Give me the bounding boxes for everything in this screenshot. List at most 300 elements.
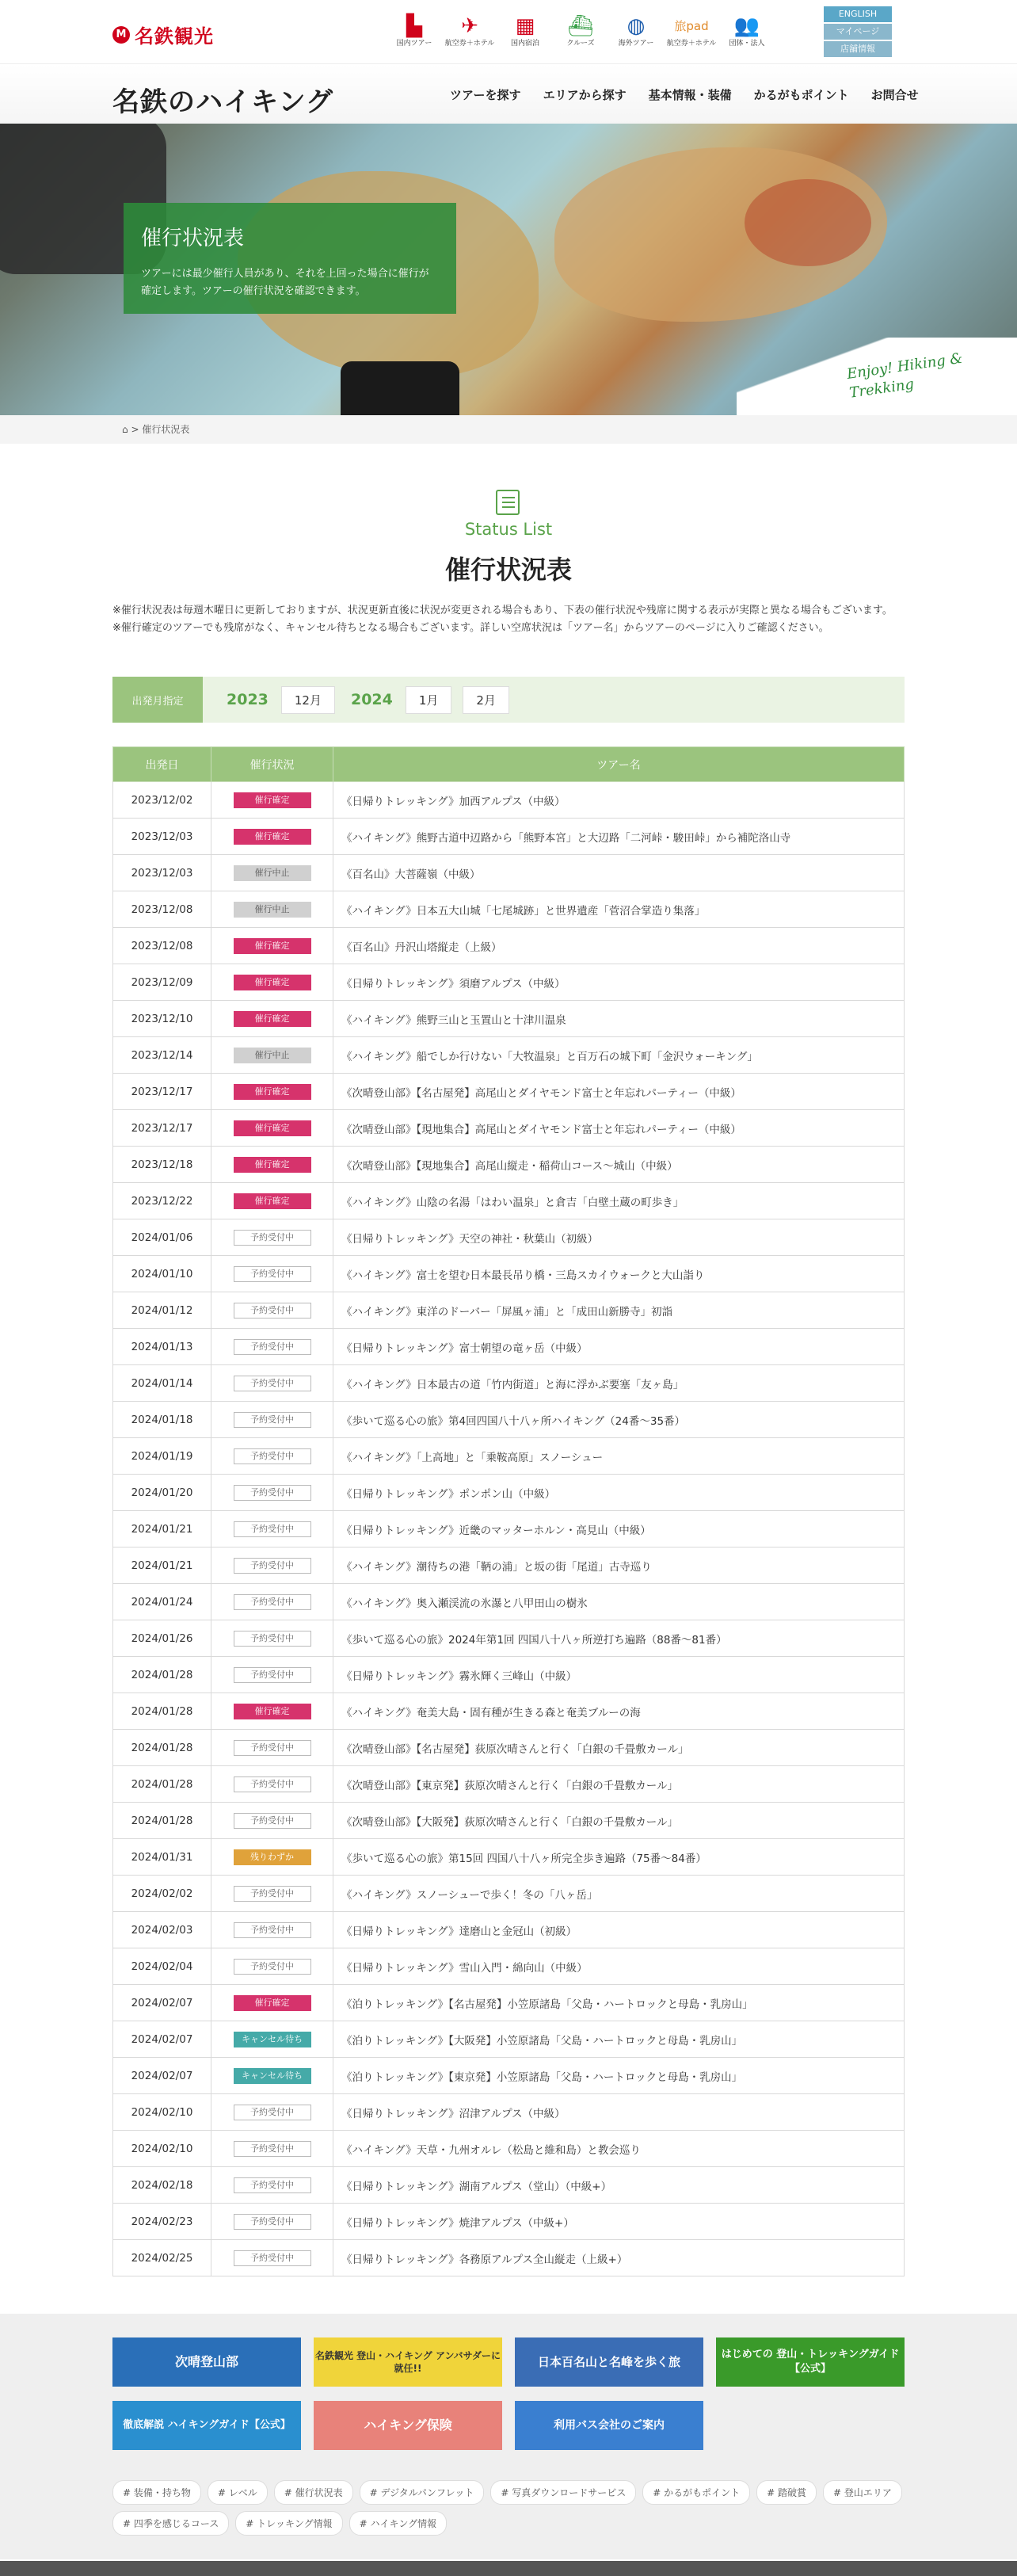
table-row [113, 1803, 905, 1839]
breadcrumb-current: 催行状況表 [142, 424, 190, 435]
tag-link[interactable]: # 登山エリア [823, 2480, 902, 2505]
banner-insurance[interactable]: ハイキング保険 [314, 2401, 502, 2450]
table-row [113, 1948, 905, 1985]
table-row [113, 1219, 905, 1256]
row-tour-name [333, 2094, 905, 2131]
tour-link[interactable]: 《歩いて巡る心の旅》2024年第1回 四国八十八ヶ所逆打ち遍路（88番〜81番） [341, 1633, 727, 1647]
row-tour-name [333, 2204, 905, 2240]
status-badge: 予約受付中 [234, 1376, 311, 1391]
row-date: 2024/02/18 [113, 2167, 211, 2204]
row-date: 2024/01/12 [113, 1292, 211, 1329]
row-date: 2024/01/21 [113, 1511, 211, 1548]
row-date: 2024/01/13 [113, 1329, 211, 1365]
tour-link[interactable]: 《次晴登山部》【名古屋発】高尾山とダイヤモンド富士と年忘れパーティー（中級） [341, 1086, 741, 1100]
status-table [112, 746, 905, 2276]
banner-hiking-guide[interactable]: 徹底解説 ハイキングガイド【公式】 [112, 2401, 301, 2450]
row-date: 2024/02/25 [113, 2240, 211, 2276]
row-date: 2024/01/19 [113, 1438, 211, 1475]
row-date: 2023/12/03 [113, 855, 211, 891]
row-status [211, 2094, 333, 2131]
table-row [113, 1329, 905, 1365]
phone-image [341, 361, 459, 415]
status-badge: 予約受付中 [234, 1339, 311, 1355]
status-badge: 予約受付中 [234, 1631, 311, 1647]
row-status [211, 1766, 333, 1803]
tour-link[interactable]: 《日帰りトレッキング》ポンポン山（中級） [341, 1487, 556, 1501]
tour-link[interactable]: 《次晴登山部》【東京発】荻原次晴さんと行く「白銀の千畳敷カール」 [341, 1779, 678, 1792]
row-date: 2024/02/02 [113, 1876, 211, 1912]
hero-text: ツアーには最少催行人員があり、それを上回った場合に催行が確定します。ツアーの催行状況を確認できます。 [141, 268, 429, 297]
tour-link[interactable]: 《次晴登山部》【名古屋発】荻原次晴さんと行く「白銀の千畳敷カール」 [341, 1742, 689, 1756]
row-status [211, 964, 333, 1001]
row-date: 2024/02/07 [113, 2058, 211, 2094]
tour-link[interactable]: 《泊りトレッキング》【大阪発】小笠原諸島「父島・ハートロックと母島・乳房山」 [341, 2034, 743, 2047]
status-badge: 予約受付中 [234, 2177, 311, 2193]
row-status [211, 2021, 333, 2058]
note-1: ※催行状況表は毎週木曜日に更新しておりますが、状況更新直後に状況が変更される場合もあり、下表の催行状況や残席に関する表示が実際と異なる場合もございます。 [112, 605, 893, 616]
tour-link[interactable]: 《日帰りトレッキング》達磨山と金冠山（初級） [341, 1925, 577, 1938]
service-group[interactable]: 👥 団体・法人 [719, 13, 775, 48]
status-badge: 予約受付中 [234, 1740, 311, 1756]
status-badge: 催行確定 [234, 1011, 311, 1027]
table-row [113, 1876, 905, 1912]
tour-link[interactable]: 《ハイキング》奥入瀬渓流の氷瀑と八甲田山の樹氷 [341, 1597, 588, 1610]
table-row [113, 1912, 905, 1948]
table-row [113, 1839, 905, 1876]
row-status [211, 1839, 333, 1876]
row-tour-name [333, 1912, 905, 1948]
banner-ambassador[interactable]: 名鉄観光 登山・ハイキング アンバサダーに就任!! [314, 2337, 502, 2387]
table-row [113, 1183, 905, 1219]
row-tour-name [333, 782, 905, 819]
table-row [113, 891, 905, 928]
tour-link[interactable]: 《日帰りトレッキング》富士朝望の竜ヶ岳（中級） [341, 1341, 588, 1355]
row-date: 2024/01/28 [113, 1693, 211, 1730]
tour-link[interactable]: 《日帰りトレッキング》須磨アルプス（中級） [341, 977, 566, 990]
status-badge: 催行中止 [234, 902, 311, 918]
group-icon: 👥 [733, 14, 760, 38]
tag-link[interactable]: # かるがもポイント [642, 2480, 750, 2505]
ship-icon: ⛴ [567, 14, 594, 38]
table-row [113, 1730, 905, 1766]
col-status: 催行状況 [211, 747, 333, 782]
tour-link[interactable]: 《ハイキング》スノーシューで歩く！冬の「八ヶ岳」 [341, 1888, 598, 1902]
section-title-en: Status List [464, 520, 553, 539]
table-body [113, 782, 905, 2276]
tour-link[interactable]: 《日帰りトレッキング》雪山入門・綿向山（中級） [341, 1961, 588, 1975]
table-row [113, 2131, 905, 2167]
row-status [211, 1620, 333, 1657]
row-tour-name [333, 1803, 905, 1839]
tag-link[interactable]: # 四季を感じるコース [112, 2511, 229, 2536]
notes [112, 602, 905, 637]
status-badge: 予約受付中 [234, 1959, 311, 1975]
row-tour-name [333, 1548, 905, 1584]
hiking-logo[interactable]: 名鉄のハイキング [112, 86, 333, 118]
tour-link[interactable]: 《ハイキング》熊野三山と玉置山と十津川温泉 [341, 1013, 566, 1027]
store-info-button[interactable]: 店舗情報 [824, 41, 892, 57]
row-tour-name [333, 2240, 905, 2276]
row-status [211, 1183, 333, 1219]
tour-link[interactable]: 《ハイキング》東洋のドーバー「屏風ヶ浦」と「成田山新勝寺」初詣 [341, 1305, 673, 1319]
status-badge: 予約受付中 [234, 1922, 311, 1938]
filter-label: 出発月指定 [112, 677, 203, 723]
tour-link[interactable]: 《ハイキング》富士を望む日本最長吊り橋・三島スカイウォークと大山詣り [341, 1269, 705, 1282]
section-title: 催行状況表 [444, 555, 572, 585]
nav-contact[interactable]: お問合せ [870, 88, 919, 102]
table-row [113, 1074, 905, 1110]
row-tour-name [333, 1219, 905, 1256]
row-date: 2024/02/23 [113, 2204, 211, 2240]
row-tour-name [333, 1693, 905, 1730]
row-tour-name [333, 1657, 905, 1693]
table-row [113, 1365, 905, 1402]
row-tour-name [333, 2058, 905, 2094]
row-status [211, 1365, 333, 1402]
row-status [211, 1292, 333, 1329]
tour-link[interactable]: 《泊りトレッキング》【名古屋発】小笠原諸島「父島・ハートロックと母島・乳房山」 [341, 1998, 753, 2011]
tour-link[interactable]: 《百名山》丹沢山塔縦走（上級） [341, 941, 502, 954]
row-date: 2024/01/18 [113, 1402, 211, 1438]
nav-search-area[interactable]: エリアから探す [543, 88, 627, 102]
table-row [113, 1402, 905, 1438]
filter-month-2024-01[interactable]: 1月 [406, 686, 452, 714]
table-header-row [113, 747, 905, 782]
row-date: 2024/01/26 [113, 1620, 211, 1657]
row-date: 2024/01/20 [113, 1475, 211, 1511]
status-badge: 予約受付中 [234, 2214, 311, 2230]
row-status [211, 1110, 333, 1147]
row-date: 2023/12/14 [113, 1037, 211, 1074]
row-date: 2023/12/08 [113, 891, 211, 928]
list-icon [496, 490, 520, 515]
tag-link[interactable]: # 装備・持ち物 [112, 2480, 201, 2505]
nav-karugamo-point[interactable]: かるがもポイント [753, 88, 849, 102]
hero-badge [737, 338, 1017, 415]
status-badge: 催行確定 [234, 1084, 311, 1100]
row-tour-name [333, 855, 905, 891]
row-tour-name [333, 1292, 905, 1329]
status-badge: 予約受付中 [234, 1813, 311, 1829]
tour-link[interactable]: 《日帰りトレッキング》加西アルプス（中級） [341, 795, 566, 808]
tag-link[interactable]: # レベル [208, 2480, 268, 2505]
row-status [211, 928, 333, 964]
tag-link[interactable]: # 催行状況表 [274, 2480, 353, 2505]
row-date: 2024/01/28 [113, 1730, 211, 1766]
row-tour-name [333, 819, 905, 855]
table-row [113, 964, 905, 1001]
status-badge: 催行確定 [234, 1157, 311, 1173]
main-nav [0, 63, 1017, 124]
tour-link[interactable]: 《ハイキング》日本最古の道「竹内街道」と海に浮かぶ要塞「友ヶ島」 [341, 1378, 684, 1391]
note-2: ※催行確定のツアーでも残席がなく、キャンセル待ちとなる場合もございます。詳しい空席状況は「ツアー名」からツアーのページに入りご確認ください。 [112, 622, 829, 634]
row-tour-name [333, 1730, 905, 1766]
row-status [211, 1329, 333, 1365]
breadcrumb: ⌂ > 催行状況表 [0, 415, 1017, 444]
table-row [113, 1985, 905, 2021]
tour-link[interactable]: 《ハイキング》天草・九州オルレ（松島と維和島）と教会巡り [341, 2143, 641, 2157]
row-status [211, 1037, 333, 1074]
hero-title-box [124, 203, 456, 314]
filter-year-2023: 2023 [227, 691, 269, 708]
banner-bus-company[interactable]: 利用バス会社のご案内 [515, 2401, 703, 2450]
row-status [211, 2131, 333, 2167]
status-badge: 催行確定 [234, 829, 311, 845]
row-tour-name [333, 1183, 905, 1219]
tag-list [112, 2480, 905, 2536]
tag-link[interactable]: # 踏破賞 [756, 2480, 817, 2505]
banner-hyakumeizan[interactable]: 日本百名山と名峰を歩く旅 [515, 2337, 703, 2387]
row-status [211, 1912, 333, 1948]
tour-link[interactable]: 《ハイキング》山陰の名湯「はわい温泉」と倉吉「白壁土蔵の町歩き」 [341, 1196, 684, 1209]
row-date: 2023/12/22 [113, 1183, 211, 1219]
row-tour-name [333, 1365, 905, 1402]
table-row [113, 928, 905, 964]
row-date: 2023/12/17 [113, 1074, 211, 1110]
filter-month-2024-02[interactable]: 2月 [463, 686, 509, 714]
service-domestic-stay[interactable]: ▦ 国内宿泊 [497, 13, 553, 48]
status-badge: 予約受付中 [234, 1448, 311, 1464]
row-tour-name [333, 1147, 905, 1183]
filter-month-2023-12[interactable]: 12月 [281, 686, 335, 714]
tour-link[interactable]: 《歩いて巡る心の旅》第4回四国八十八ヶ所ハイキング（24番〜35番） [341, 1414, 686, 1428]
row-status [211, 855, 333, 891]
row-status [211, 1693, 333, 1730]
status-badge: 予約受付中 [234, 1521, 311, 1537]
row-status [211, 1657, 333, 1693]
row-date: 2024/01/28 [113, 1657, 211, 1693]
row-date: 2024/01/28 [113, 1803, 211, 1839]
status-badge: 予約受付中 [234, 1230, 311, 1246]
row-tour-name [333, 1438, 905, 1475]
row-status [211, 2240, 333, 2276]
tag-link[interactable]: # トレッキング情報 [235, 2511, 342, 2536]
table-row [113, 1147, 905, 1183]
table-row [113, 2204, 905, 2240]
row-date: 2024/01/31 [113, 1839, 211, 1876]
status-badge: キャンセル待ち [234, 2068, 311, 2084]
status-badge: 予約受付中 [234, 1303, 311, 1319]
col-tour-name: ツアー名 [333, 747, 905, 782]
row-status [211, 2167, 333, 2204]
nav-menu [450, 86, 919, 103]
row-tour-name [333, 891, 905, 928]
tour-link[interactable]: 《ハイキング》奄美大島・固有種が生きる森と奄美ブルーの海 [341, 1706, 641, 1719]
row-date: 2023/12/18 [113, 1147, 211, 1183]
table-row [113, 2058, 905, 2094]
table-row [113, 1001, 905, 1037]
status-badge: 予約受付中 [234, 1485, 311, 1501]
table-row [113, 2094, 905, 2131]
row-tour-name [333, 1037, 905, 1074]
row-date: 2023/12/10 [113, 1001, 211, 1037]
tour-link[interactable]: 《ハイキング》潮待ちの港「鞆の浦」と坂の街「尾道」古寺巡り [341, 1560, 652, 1574]
status-badge: 残りわずか [234, 1849, 311, 1865]
table-row [113, 2021, 905, 2058]
table-row [113, 782, 905, 819]
top-service-icons [387, 13, 775, 48]
row-tour-name [333, 2021, 905, 2058]
row-tour-name [333, 1876, 905, 1912]
tour-link[interactable]: 《日帰りトレッキング》焼津アルプス（中級+） [341, 2216, 574, 2230]
row-tour-name [333, 1256, 905, 1292]
table-row [113, 1657, 905, 1693]
row-tour-name [333, 1329, 905, 1365]
banner-tsuguharu-club[interactable]: 次晴登山部 [112, 2337, 301, 2387]
row-date: 2023/12/08 [113, 928, 211, 964]
month-filter [112, 677, 905, 723]
status-badge: 予約受付中 [234, 1776, 311, 1792]
status-badge: 予約受付中 [234, 2105, 311, 2120]
status-badge: 催行確定 [234, 1120, 311, 1136]
status-badge: 催行確定 [234, 938, 311, 954]
top-bar [0, 0, 1017, 63]
row-status [211, 782, 333, 819]
row-date: 2024/02/07 [113, 1985, 211, 2021]
status-badge: 予約受付中 [234, 2141, 311, 2157]
tour-link[interactable]: 《日帰りトレッキング》霧氷輝く三峰山（中級） [341, 1670, 577, 1683]
hero-title: 催行状況表 [141, 227, 245, 250]
status-badge: 催行確定 [234, 1704, 311, 1719]
row-date: 2023/12/03 [113, 819, 211, 855]
row-date: 2024/01/06 [113, 1219, 211, 1256]
row-tour-name [333, 1475, 905, 1511]
status-badge: 予約受付中 [234, 1266, 311, 1282]
row-status [211, 1548, 333, 1584]
tour-link[interactable]: 《次晴登山部》【大阪発】荻原次晴さんと行く「白銀の千畳敷カール」 [341, 1815, 678, 1829]
row-status [211, 1511, 333, 1548]
table-row [113, 1438, 905, 1475]
row-tour-name [333, 1620, 905, 1657]
table-row [113, 1256, 905, 1292]
plane-hotel-icon: ✈ [461, 14, 478, 38]
tour-link[interactable]: 《次晴登山部》【現地集合】高尾山縦走・稲荷山コース〜城山（中級） [341, 1159, 678, 1173]
tour-link[interactable]: 《日帰りトレッキング》天空の神社・秋葉山（初級） [341, 1232, 599, 1246]
service-overseas[interactable]: ◍ 海外ツアー [608, 13, 664, 48]
tag-link[interactable]: # 写真ダウンロードサービス [490, 2480, 636, 2505]
table-row [113, 1766, 905, 1803]
row-date: 2024/02/10 [113, 2131, 211, 2167]
row-date: 2023/12/09 [113, 964, 211, 1001]
table-row [113, 1292, 905, 1329]
tour-link[interactable]: 《次晴登山部》【現地集合】高尾山とダイヤモンド富士と年忘れパーティー（中級） [341, 1123, 741, 1136]
row-date: 2024/02/07 [113, 2021, 211, 2058]
table-row [113, 1620, 905, 1657]
row-status [211, 2058, 333, 2094]
row-status [211, 1438, 333, 1475]
mypage-button[interactable]: マイページ [824, 24, 892, 40]
status-badge: 催行確定 [234, 1995, 311, 2011]
status-badge: 催行確定 [234, 1193, 311, 1209]
row-date: 2024/01/28 [113, 1766, 211, 1803]
row-tour-name [333, 1511, 905, 1548]
tour-link[interactable]: 《泊りトレッキング》【東京発】小笠原諸島「父島・ハートロックと母島・乳房山」 [341, 2070, 743, 2084]
row-tour-name [333, 2167, 905, 2204]
row-status [211, 819, 333, 855]
tour-link[interactable]: 《ハイキング》船でしか行けない「大牧温泉」と百万石の城下町「金沢ウォーキング」 [341, 1050, 758, 1063]
row-date: 2024/02/10 [113, 2094, 211, 2131]
row-date: 2024/02/04 [113, 1948, 211, 1985]
tour-link[interactable]: 《ハイキング》「上高地」と「乗鞍高原」スノーシュー [341, 1451, 604, 1464]
row-date: 2023/12/17 [113, 1110, 211, 1147]
row-tour-name [333, 1074, 905, 1110]
row-tour-name [333, 1948, 905, 1985]
row-date: 2024/01/24 [113, 1584, 211, 1620]
english-button[interactable]: ENGLISH [824, 6, 892, 22]
service-air-hotel[interactable]: ✈ 航空券＋ホテル [442, 13, 497, 48]
table-row [113, 1037, 905, 1074]
row-status [211, 1584, 333, 1620]
row-tour-name [333, 1839, 905, 1876]
hotel-icon: ▦ [515, 14, 535, 38]
tour-link[interactable]: 《ハイキング》熊野古道中辺路から「熊野本宮」と大辺路「二河峠・駿田峠」から補陀洛山寺 [341, 831, 791, 845]
tour-link[interactable]: 《ハイキング》日本五大山城「七尾城跡」と世界遺産「菅沼合掌造り集落」 [341, 904, 706, 918]
nav-search-tour[interactable]: ツアーを探す [450, 88, 521, 102]
home-icon[interactable]: ⌂ [122, 424, 128, 435]
table-row [113, 1110, 905, 1147]
row-date: 2024/01/21 [113, 1548, 211, 1584]
footer-bar [0, 2561, 1017, 2576]
row-tour-name [333, 928, 905, 964]
japan-map-icon: ▙ [406, 14, 422, 38]
row-status [211, 891, 333, 928]
nav-basic-info[interactable]: 基本情報・装備 [648, 88, 732, 102]
banner-beginner-guide[interactable]: はじめての 登山・トレッキングガイド【公式】 [716, 2337, 905, 2387]
table-row [113, 2240, 905, 2276]
row-status [211, 1219, 333, 1256]
table-row [113, 1511, 905, 1548]
service-cruise[interactable]: ⛴ クルーズ [553, 13, 608, 48]
status-badge: 予約受付中 [234, 1886, 311, 1902]
row-tour-name [333, 1584, 905, 1620]
tabipad-icon: 旅pad [674, 19, 709, 33]
row-status [211, 1730, 333, 1766]
tag-link[interactable]: # ハイキング情報 [349, 2511, 448, 2536]
service-tabipad[interactable]: 旅pad 航空券＋ホテル [664, 13, 719, 48]
row-status [211, 1475, 333, 1511]
corp-logo[interactable] [112, 21, 214, 48]
row-tour-name [333, 1985, 905, 2021]
tour-link[interactable]: 《日帰りトレッキング》各務原アルプス全山縦走（上級+） [341, 2253, 628, 2266]
status-badge: 予約受付中 [234, 1558, 311, 1574]
corp-logo-text: 名鉄観光 [135, 25, 214, 48]
tour-link[interactable]: 《日帰りトレッキング》湖南アルプス（堂山）（中級+） [341, 2180, 612, 2193]
row-tour-name [333, 964, 905, 1001]
status-badge: 予約受付中 [234, 1594, 311, 1610]
tour-link[interactable]: 《歩いて巡る心の旅》第15回 四国八十八ヶ所完全歩き遍路（75番〜84番） [341, 1852, 707, 1865]
corp-logo-icon: M [112, 26, 130, 44]
tour-link[interactable]: 《百名山》大菩薩嶺（中級） [341, 868, 481, 881]
row-status [211, 1402, 333, 1438]
tour-link[interactable]: 《日帰りトレッキング》近畿のマッターホルン・高見山（中級） [341, 1524, 651, 1537]
tour-link[interactable]: 《日帰りトレッキング》沼津アルプス（中級） [341, 2107, 566, 2120]
row-status [211, 1803, 333, 1839]
filter-year-2024: 2024 [350, 691, 393, 708]
row-tour-name [333, 2131, 905, 2167]
row-status [211, 1147, 333, 1183]
status-badge: 催行中止 [234, 1048, 311, 1063]
row-date: 2023/12/02 [113, 782, 211, 819]
tag-link[interactable]: # デジタルパンフレット [360, 2480, 485, 2505]
service-domestic-tour[interactable]: ▙ 国内ツアー [387, 13, 442, 48]
row-date: 2024/01/10 [113, 1256, 211, 1292]
status-badge: 予約受付中 [234, 1667, 311, 1683]
table-row [113, 1584, 905, 1620]
row-status [211, 1985, 333, 2021]
row-tour-name [333, 1001, 905, 1037]
status-badge: 催行中止 [234, 865, 311, 881]
row-status [211, 1001, 333, 1037]
